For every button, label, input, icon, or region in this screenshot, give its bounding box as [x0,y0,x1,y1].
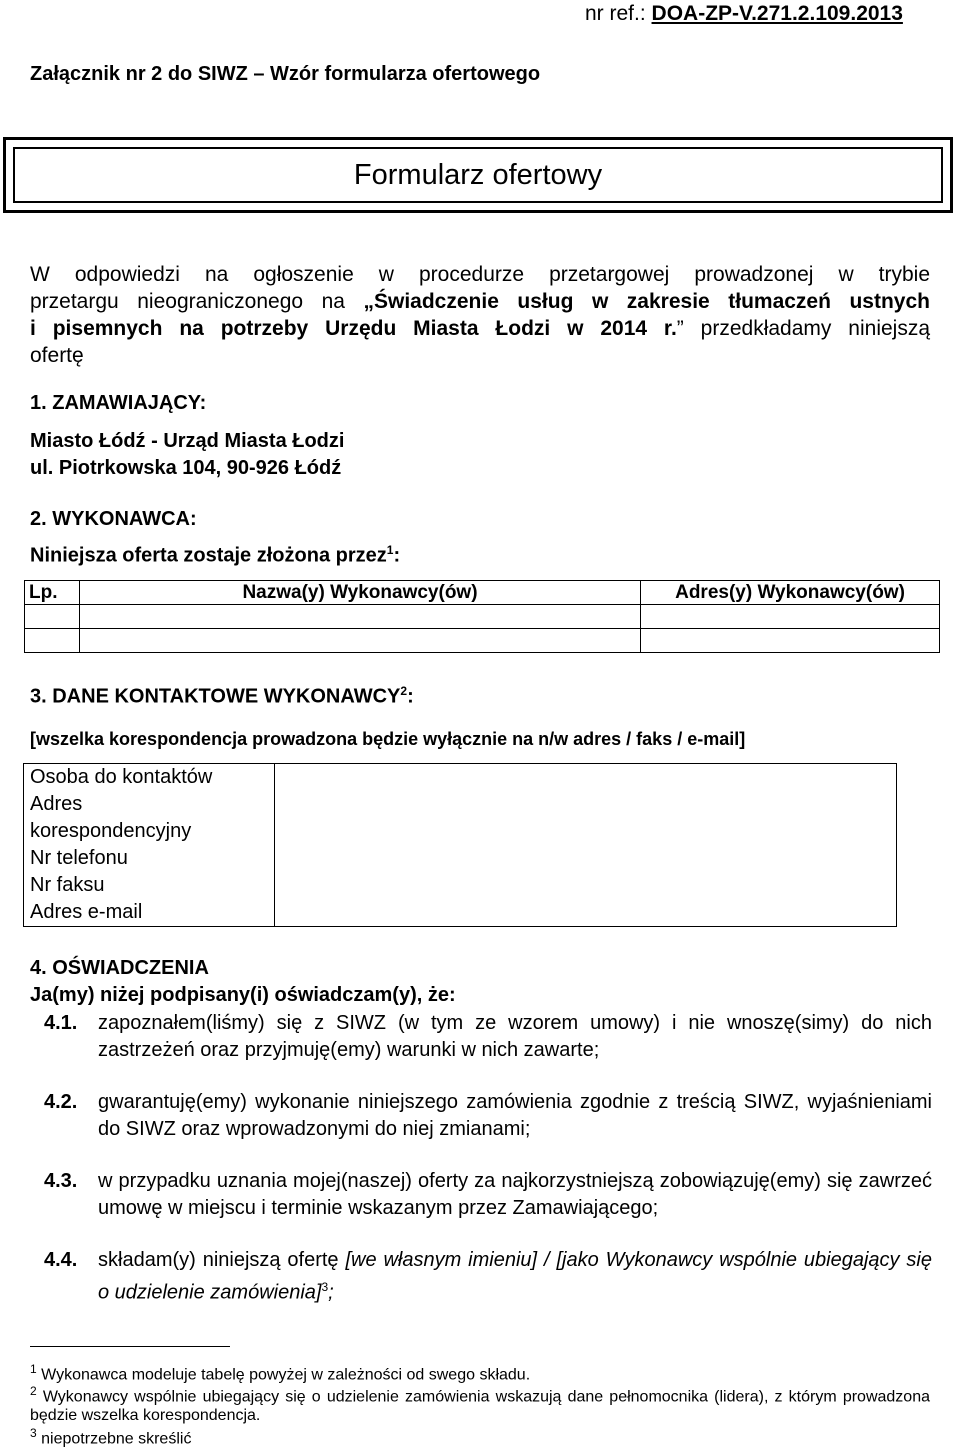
footnote-ref-2: 2 [400,684,408,698]
cell-address[interactable] [641,605,940,629]
declaration-item [44,1089,932,1143]
footnote-number: 2 [30,1384,37,1398]
intro-line-2 [30,288,930,315]
header-lp: Lp. [25,581,80,605]
label-fax: Nr faksu [30,874,105,896]
footnote-text: niepotrzebne skreślić [41,1430,192,1448]
declaration-options: [we własnym imieniu] / [jako Wykonawcy wspólnie ubiegający się o udzielenie zamówienia] [98,1249,932,1304]
section-2-subheading [30,543,400,568]
intro-line-3 [30,315,930,342]
declaration-number: 4.3. [44,1170,78,1192]
label-email: Adres e-mail [30,901,143,923]
contact-labels [24,764,275,927]
contact-table [23,763,897,927]
subheading-suffix: : [393,544,401,567]
footnote-ref-3: 3 [321,1280,329,1294]
label-address-cont: korespondencyjny [30,820,192,842]
correspondence-note: [wszelka korespondencja prowadzona będzie wyłącznie na n/w adres / faks / e-mail] [30,729,746,749]
declaration-text-c: ; [328,1281,334,1304]
table-row [25,605,940,629]
footnote-number: 1 [30,1362,37,1376]
declaration-text: gwarantuję(emy) wykonanie niniejszego zamówienia zgodnie z treścią SIWZ, wyjaśnieniami do SIWZ oraz wprowadzonymi do niej zmianami; [98,1091,932,1140]
footnote-text: Wykonawca modeluje tabelę powyżej w zależności od swego składu. [41,1366,531,1384]
subject-title-cont: i pisemnych na potrzeby Urzędu Miasta Łodzi w 2014 r. [30,317,677,340]
contact-values[interactable] [275,764,897,927]
intro-line-4: ofertę [30,344,84,367]
footnote-1 [30,1360,930,1384]
section-1-heading: 1. ZAMAWIAJĄCY: [30,392,207,414]
ordering-party-address: ul. Piotrkowska 104, 90-926 Łódź [30,457,342,479]
footnote-3 [30,1424,930,1448]
label-address: Adres [30,793,83,815]
declaration-text: w przypadku uznania mojej(naszej) oferty za najkorzystniejszą zobowiązuję(emy) się zawrzeć umowę w miejscu i terminie wskazanym przez Zamawiającego; [98,1170,932,1219]
table-header-row [25,581,940,605]
declaration-text-a: składam(y) niniejszą ofertę [98,1249,346,1271]
header-address: Adres(y) Wykonawcy(ów) [641,581,940,605]
intro-line-1: W odpowiedzi na ogłoszenie w procedurze przetargowej prowadzonej w trybie [30,263,930,286]
declaration-number: 4.2. [44,1091,78,1113]
footnote-ref-1: 1 [386,543,394,557]
header-name: Nazwa(y) Wykonawcy(ów) [80,581,641,605]
form-title: Formularz ofertowy [13,147,943,203]
footnote-number: 3 [30,1426,37,1440]
table-row [25,629,940,653]
declaration-number: 4.4. [44,1249,78,1271]
cell-name[interactable] [80,605,641,629]
ordering-party-name: Miasto Łódź - Urząd Miasta Łodzi [30,430,345,452]
contact-row [24,764,897,927]
ref-number: DOA-ZP-V.271.2.109.2013 [651,2,903,25]
cell-lp[interactable] [25,629,80,653]
declaration-item [44,1010,932,1064]
heading-suffix: : [407,685,414,708]
declaration-text [98,1247,932,1307]
section-2-heading: 2. WYKONAWCA: [30,508,197,530]
footnote-2 [30,1382,930,1425]
reference-number [585,2,903,26]
cell-lp[interactable] [25,605,80,629]
declaration-text: zapoznałem(liśmy) się z SIWZ (w tym ze wzorem umowy) i nie wnoszę(simy) do nich zastrzeżeń oraz przyjmuję(emy) warunki w nich zawarte; [98,1012,932,1061]
section-4-heading: 4. OŚWIADCZENIA [30,957,209,979]
declaration-item [44,1168,932,1222]
label-contact-person: Osoba do kontaktów [30,766,213,788]
declaration-item [44,1247,932,1307]
intro-text: przetargu nieograniczonego na [30,290,364,313]
label-phone: Nr telefonu [30,847,128,869]
heading-text: 3. DANE KONTAKTOWE WYKONAWCY [30,685,401,708]
section-3-heading [30,684,414,709]
form-title-frame [3,137,953,213]
intro-text: ” przedkładamy niniejszą [676,317,931,340]
subject-title: „Świadczenie usług w zakresie tłumaczeń ustnych [363,290,930,313]
annex-title: Załącznik nr 2 do SIWZ – Wzór formularza ofertowego [30,63,541,85]
subheading-text: Niniejsza oferta zostaje złożona przez [30,544,387,567]
footnote-separator [30,1346,230,1347]
ref-label: nr ref.: [585,2,652,25]
contractors-table [24,580,940,653]
cell-name[interactable] [80,629,641,653]
footnote-text: Wykonawcy wspólnie ubiegający się o udzielenie zamówienia wskazują dane pełnomocnika (lidera), z którym prowadzona będzie wszelka korespondencja. [30,1388,930,1425]
section-4-subheading: Ja(my) niżej podpisany(i) oświadczam(y), że: [30,984,456,1006]
declaration-number: 4.1. [44,1012,78,1034]
intro-paragraph [30,261,930,369]
cell-address[interactable] [641,629,940,653]
